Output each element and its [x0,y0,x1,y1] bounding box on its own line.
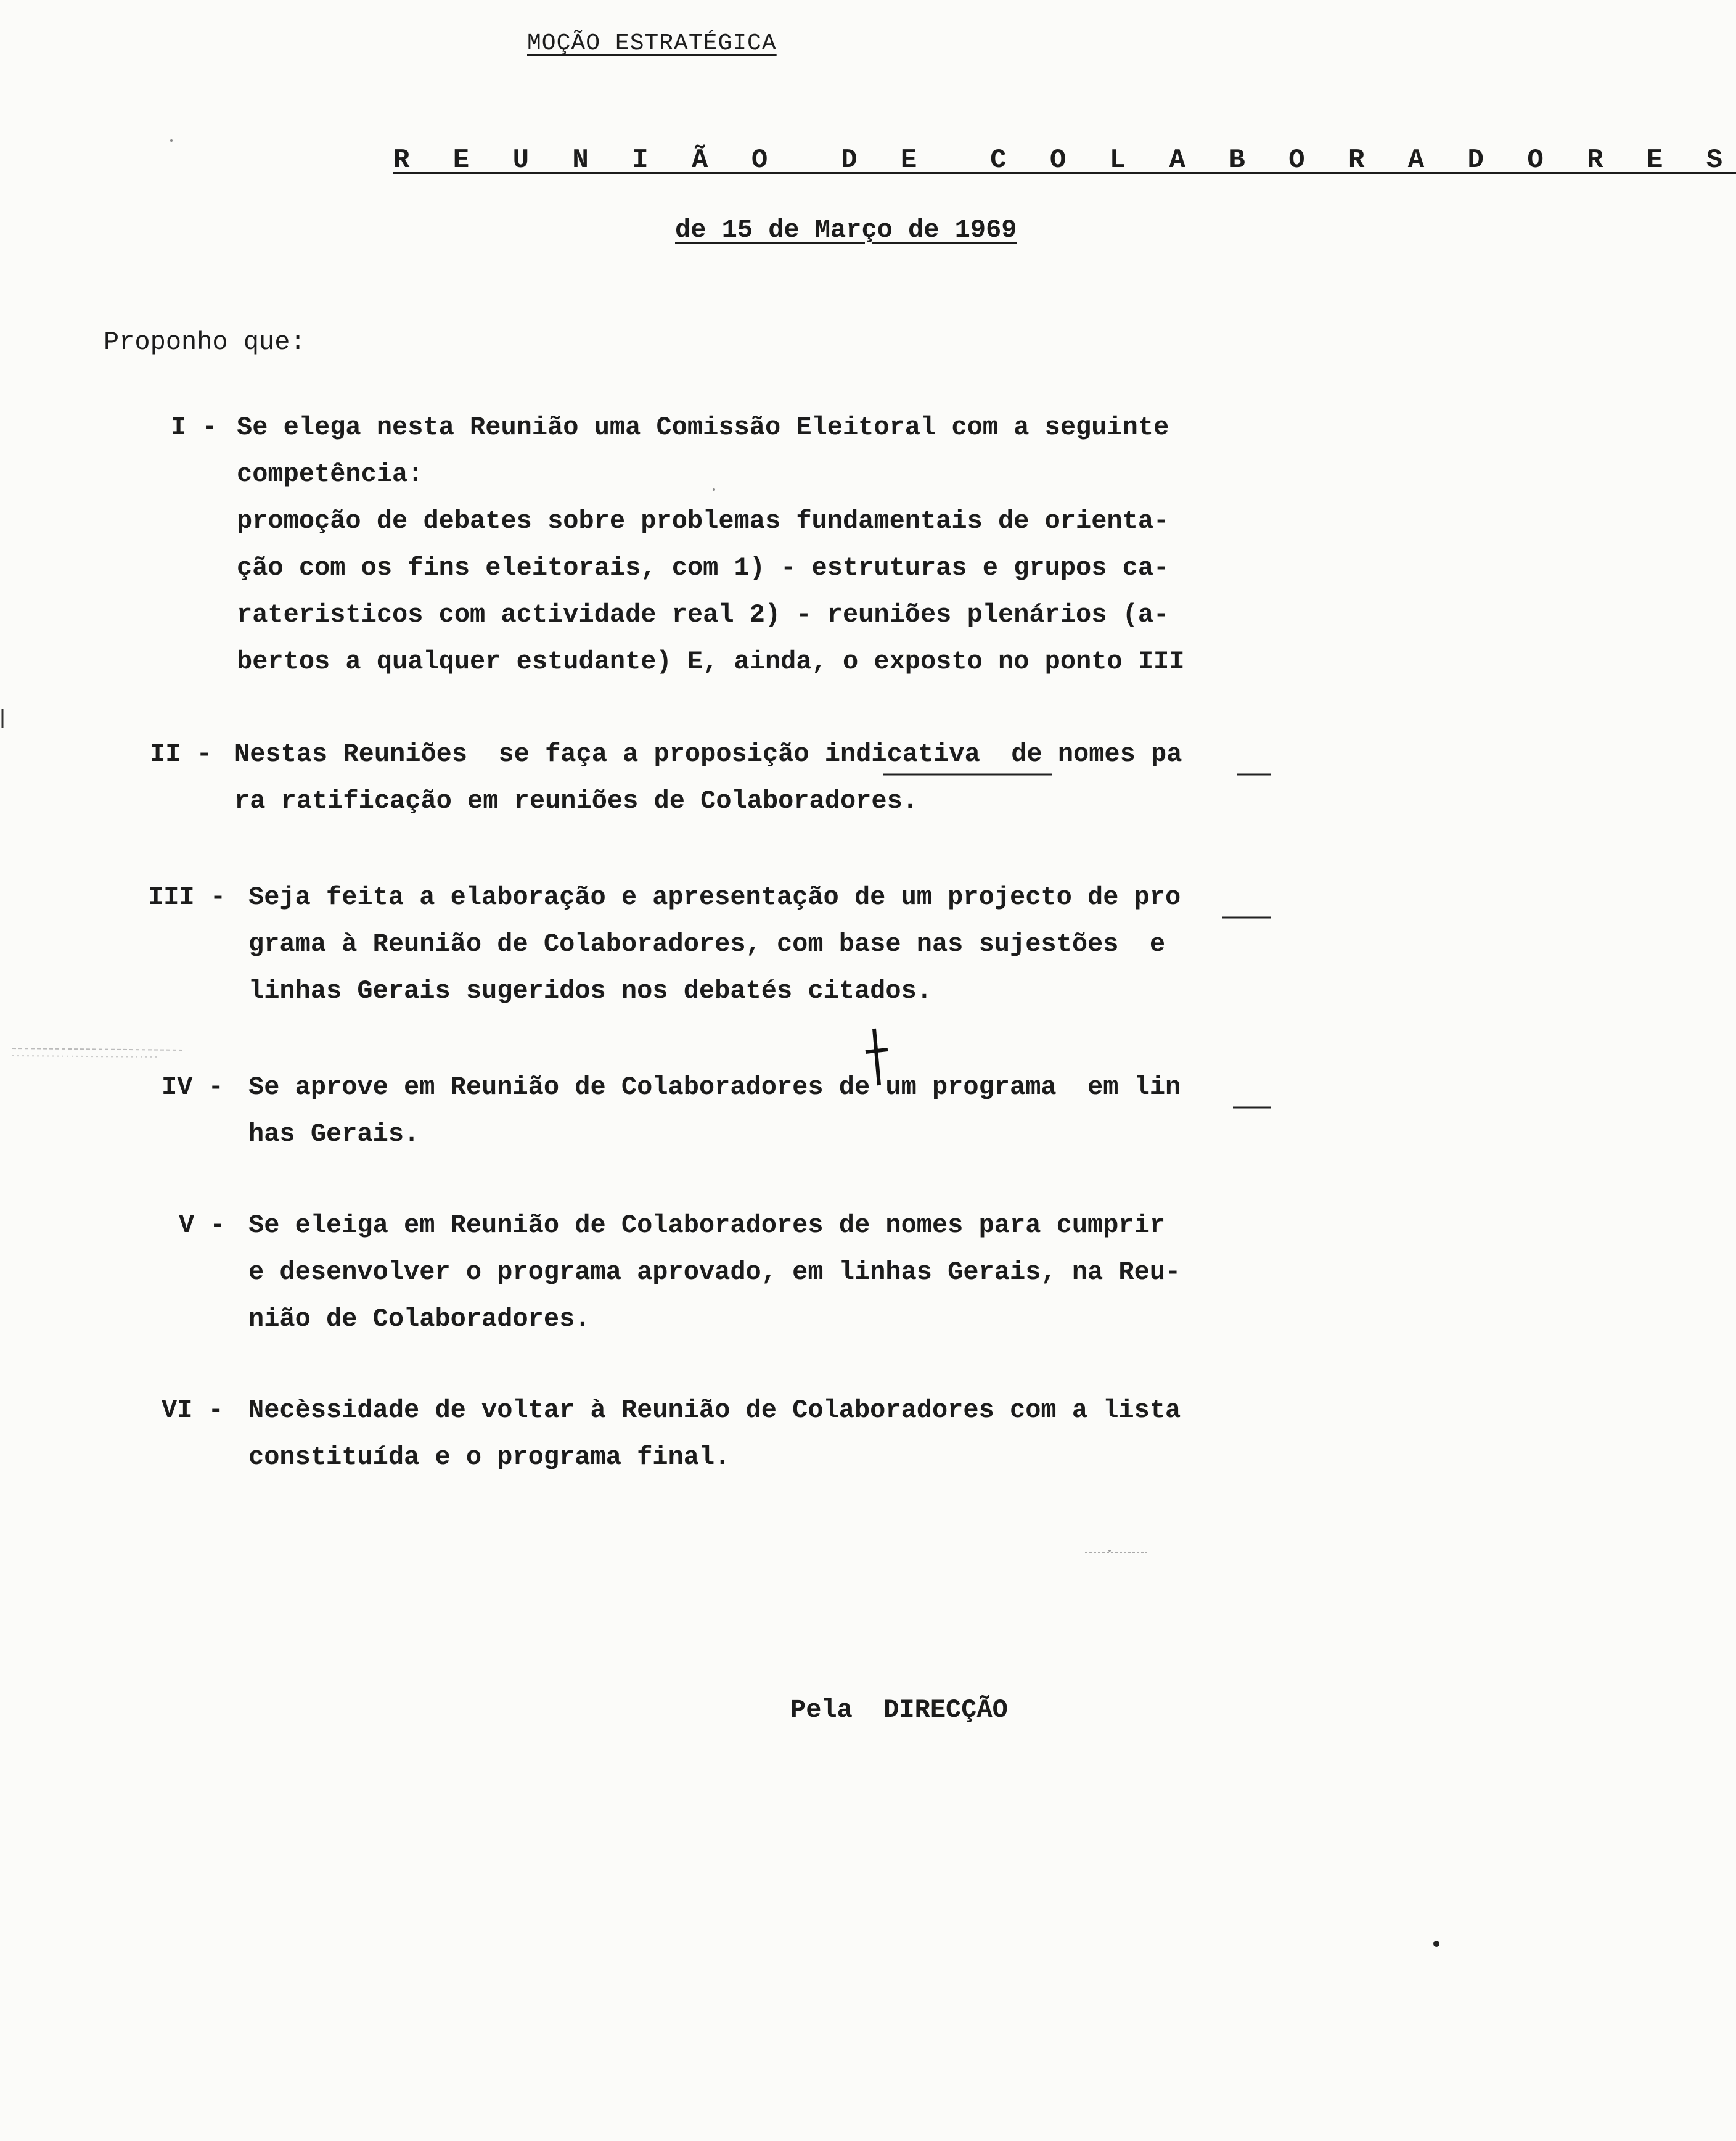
item-line: ção com os fins eleitorais, com 1) - estruturas e grupos ca- [237,553,1169,583]
document-date: de 15 de Março de 1969 [675,215,1017,245]
signature-line: Pela DIRECÇÃO [790,1695,1008,1725]
item-line: Necèssidade de voltar à Reunião de Colaboradores com a lista [248,1395,1181,1425]
speck [170,139,173,142]
speck [1433,1941,1439,1947]
item-line: Seja feita a elaboração e apresentação de um projecto de pro [248,882,1181,912]
speck [713,488,715,491]
item-line: constituída e o programa final. [248,1442,731,1472]
scan-smudge [12,1056,160,1057]
item-numeral: V - [179,1210,226,1240]
item-line: rateristicos com actividade real 2) - reuniões plenários (a- [237,600,1169,630]
document-title: R E U N I Ã O D E C O L A B O R A D O R E S [393,145,1736,176]
item-line: Se elega nesta Reunião uma Comissão Eleitoral com a seguinte [237,413,1169,442]
document-subtitle: MOÇÃO ESTRATÉGICA [527,30,777,57]
item-line: Se aprove em Reunião de Colaboradores de um programa em lin [248,1072,1181,1102]
item-line: promoção de debates sobre problemas fundamentais de orienta- [237,506,1169,536]
scan-smudge [12,1048,185,1050]
item-line: grama à Reunião de Colaboradores, com base nas sujestões e [248,929,1166,959]
speck [1108,1550,1111,1552]
item-line: nião de Colaboradores. [248,1304,591,1334]
item-line: has Gerais. [248,1119,420,1149]
item-line: linhas Gerais sugeridos nos debatés citados. [248,976,932,1006]
item-line: competência: [237,459,424,489]
item-line: ra ratificação em reuniões de Colaboradores. [234,786,918,816]
item-line: bertos a qualquer estudante) E, ainda, o exposto no ponto III [237,647,1185,676]
item-line: e desenvolver o programa aprovado, em linhas Gerais, na Reu- [248,1257,1181,1287]
item-numeral: II - [150,739,212,769]
item-numeral: I - [171,413,218,442]
item-line: Se eleiga em Reunião de Colaboradores de nomes para cumprir [248,1210,1166,1240]
item-numeral: IV - [162,1072,224,1102]
intro-text: Proponho que: [104,327,306,357]
item-numeral: VI - [162,1395,224,1425]
item-line: Nestas Reuniões se faça a proposição indicativa de nomes pa [234,739,1182,769]
item-numeral: III - [148,882,226,912]
